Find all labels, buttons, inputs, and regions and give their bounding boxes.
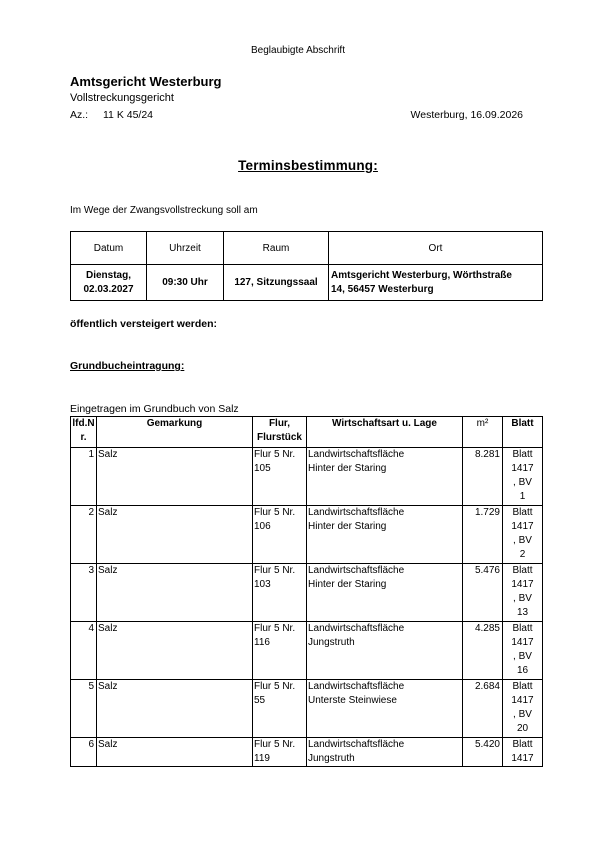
table-row — [71, 738, 543, 767]
table-row — [71, 622, 543, 680]
parcel-flur: Flur 5 Nr. 103 — [253, 564, 307, 622]
parcel-flur: Flur 5 Nr. 55 — [253, 680, 307, 738]
parcel-area: 1.729 — [463, 506, 503, 564]
parcel-area: 8.281 — [463, 448, 503, 506]
parcel-usage: Landwirtschaftsfläche Unterste Steinwiese — [307, 680, 463, 738]
case-number: 11 K 45/24 — [103, 109, 154, 121]
table-row — [71, 506, 543, 564]
page-title: Terminsbestimmung: — [238, 158, 378, 173]
parcel-flur: Flur 5 Nr. 106 — [253, 506, 307, 564]
parcel-gemarkung: Salz — [97, 738, 253, 767]
parcels-header-usage: Wirtschaftsart u. Lage — [307, 417, 463, 448]
court-division: Vollstreckungsgericht — [70, 92, 174, 104]
parcel-flur: Flur 5 Nr. 116 — [253, 622, 307, 680]
parcel-blatt: Blatt 1417 , BV 1 — [503, 448, 543, 506]
parcels-header-nr: lfd.N r. — [71, 417, 97, 448]
parcel-nr: 6 — [71, 738, 97, 767]
parcel-nr: 4 — [71, 622, 97, 680]
parcel-blatt: Blatt 1417 , BV 20 — [503, 680, 543, 738]
parcel-nr: 1 — [71, 448, 97, 506]
parcel-blatt: Blatt 1417 , BV 13 — [503, 564, 543, 622]
parcel-blatt: Blatt 1417 , BV 16 — [503, 622, 543, 680]
parcel-area: 4.285 — [463, 622, 503, 680]
schedule-date: Dienstag, 02.03.2027 — [71, 265, 147, 301]
parcel-gemarkung: Salz — [97, 448, 253, 506]
parcel-flur: Flur 5 Nr. 105 — [253, 448, 307, 506]
schedule-header-place: Ort — [329, 232, 543, 265]
schedule-header-time: Uhrzeit — [147, 232, 224, 265]
parcel-usage: Landwirtschaftsfläche Hinter der Staring — [307, 448, 463, 506]
land-register-intro: Eingetragen im Grundbuch von Salz — [70, 403, 239, 415]
parcel-flur: Flur 5 Nr. 119 — [253, 738, 307, 767]
parcel-gemarkung: Salz — [97, 506, 253, 564]
parcel-blatt: Blatt 1417 — [503, 738, 543, 767]
parcel-nr: 2 — [71, 506, 97, 564]
parcel-area: 5.476 — [463, 564, 503, 622]
schedule-place: Amtsgericht Westerburg, Wörthstraße 14, 56457 Westerburg — [329, 265, 543, 301]
parcel-usage: Landwirtschaftsfläche Hinter der Staring — [307, 506, 463, 564]
parcel-area: 2.684 — [463, 680, 503, 738]
schedule-header-date: Datum — [71, 232, 147, 265]
parcels-header-area: m² — [463, 417, 503, 448]
schedule-time: 09:30 Uhr — [147, 265, 224, 301]
place-date: Westerburg, 16.09.2026 — [410, 109, 523, 121]
schedule-header-room: Raum — [224, 232, 329, 265]
parcel-gemarkung: Salz — [97, 680, 253, 738]
parcel-area: 5.420 — [463, 738, 503, 767]
parcels-header-blatt: Blatt — [503, 417, 543, 448]
land-register-heading: Grundbucheintragung: — [70, 360, 185, 372]
parcel-nr: 3 — [71, 564, 97, 622]
schedule-table — [70, 231, 543, 301]
table-row — [71, 680, 543, 738]
parcels-header-gemarkung: Gemarkung — [97, 417, 253, 448]
table-row — [71, 448, 543, 506]
parcels-table — [70, 416, 543, 767]
parcel-blatt: Blatt 1417 , BV 2 — [503, 506, 543, 564]
table-row — [71, 564, 543, 622]
parcel-usage: Landwirtschaftsfläche Jungstruth — [307, 738, 463, 767]
auction-text: öffentlich versteigert werden: — [70, 318, 218, 330]
schedule-room: 127, Sitzungssaal — [224, 265, 329, 301]
parcels-header-flur: Flur, Flurstück — [253, 417, 307, 448]
case-number-label: Az.: — [70, 109, 89, 121]
intro-text: Im Wege der Zwangsvollstreckung soll am — [70, 205, 258, 216]
court-name: Amtsgericht Westerburg — [70, 74, 222, 89]
certified-copy-label: Beglaubigte Abschrift — [251, 45, 345, 56]
parcel-nr: 5 — [71, 680, 97, 738]
parcel-gemarkung: Salz — [97, 622, 253, 680]
parcel-usage: Landwirtschaftsfläche Hinter der Staring — [307, 564, 463, 622]
parcel-usage: Landwirtschaftsfläche Jungstruth — [307, 622, 463, 680]
parcel-gemarkung: Salz — [97, 564, 253, 622]
